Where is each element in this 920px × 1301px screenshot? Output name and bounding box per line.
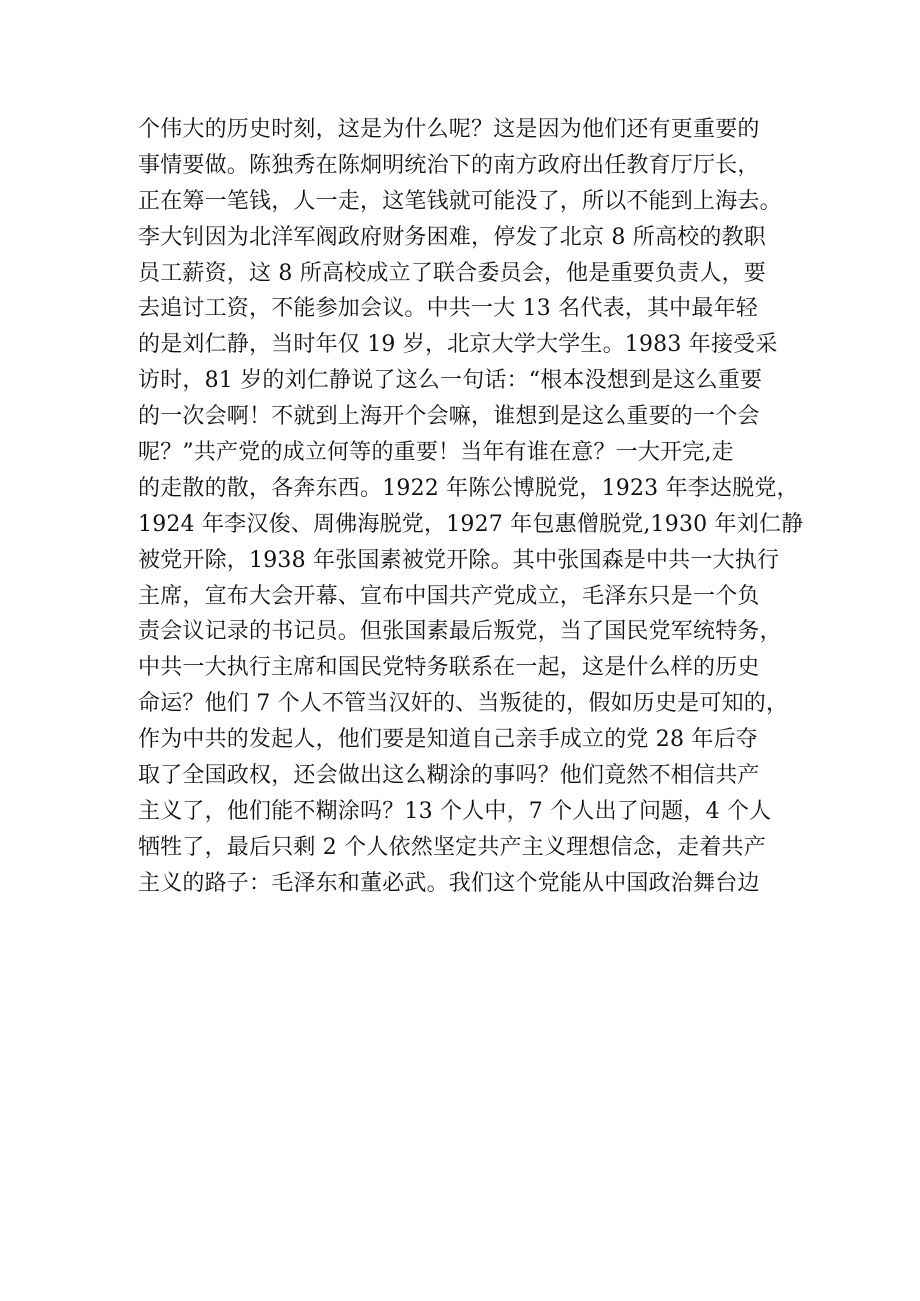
text-line: 责会议记录的书记员。但张国素最后叛党，当了国民党军统特务， bbox=[138, 619, 782, 645]
text-line: 1924 年李汉俊、周佛海脱党，1927 年包惠僧脱党,1930 年刘仁静 bbox=[138, 511, 804, 537]
text-line: 的走散的散，各奔东西。1922 年陈公博脱党，1923 年李达脱党， bbox=[138, 475, 799, 501]
text-line: 正在筹一笔钱，人一走，这笔钱就可能没了，所以不能到上海去。 bbox=[138, 188, 782, 214]
text-line: 取了全国政权，还会做出这么糊涂的事吗？他们竟然不相信共产 bbox=[138, 763, 760, 789]
text-line: 被党开除，1938 年张国素被党开除。其中张国森是中共一大执行 bbox=[138, 547, 780, 573]
text-line: 事情要做。陈独秀在陈炯明统治下的南方政府出任教育厅厅长， bbox=[138, 152, 760, 178]
text-line: 作为中共的发起人，他们要是知道自己亲手成立的党 28 年后夺 bbox=[138, 727, 758, 753]
body-text bbox=[138, 112, 818, 902]
text-line: 牺牲了，最后只剩 2 个人依然坚定共产主义理想信念，走着共产 bbox=[138, 834, 766, 860]
text-line: 去追讨工资，不能参加会议。中共一大 13 名代表，其中最年轻 bbox=[138, 296, 758, 322]
text-line: 访时，81 岁的刘仁静说了这么一句话：“根本没想到是这么重要 bbox=[138, 368, 763, 394]
text-line: 中共一大执行主席和国民党特务联系在一起，这是什么样的历史 bbox=[138, 655, 760, 681]
text-line: 主义的路子：毛泽东和董必武。我们这个党能从中国政治舞台边 bbox=[138, 870, 760, 896]
text-line: 的一次会啊！不就到上海开个会嘛，谁想到是这么重要的一个会 bbox=[138, 404, 760, 430]
text-line: 个伟大的历史时刻，这是为什么呢？这是因为他们还有更重要的 bbox=[138, 117, 760, 142]
text-line: 呢？”共产党的成立何等的重要！当年有谁在意？一大开完,走 bbox=[138, 440, 734, 466]
text-line: 主席，宣布大会开幕、宣布中国共产党成立，毛泽东只是一个负 bbox=[138, 583, 760, 609]
text-line: 主义了，他们能不糊涂吗？13 个人中，7 个人出了问题，4 个人 bbox=[138, 798, 772, 824]
text-line: 员工薪资，这 8 所高校成立了联合委员会，他是重要负责人，要 bbox=[138, 260, 766, 286]
text-line: 的是刘仁静，当时年仅 19 岁，北京大学大学生。1983 年接受采 bbox=[138, 332, 778, 358]
text-line: 李大钊因为北洋军阀政府财务困难，停发了北京 8 所高校的教职 bbox=[138, 224, 766, 250]
text-line: 命运？他们 7 个人不管当汉奸的、当叛徒的，假如历史是可知的， bbox=[138, 691, 789, 717]
